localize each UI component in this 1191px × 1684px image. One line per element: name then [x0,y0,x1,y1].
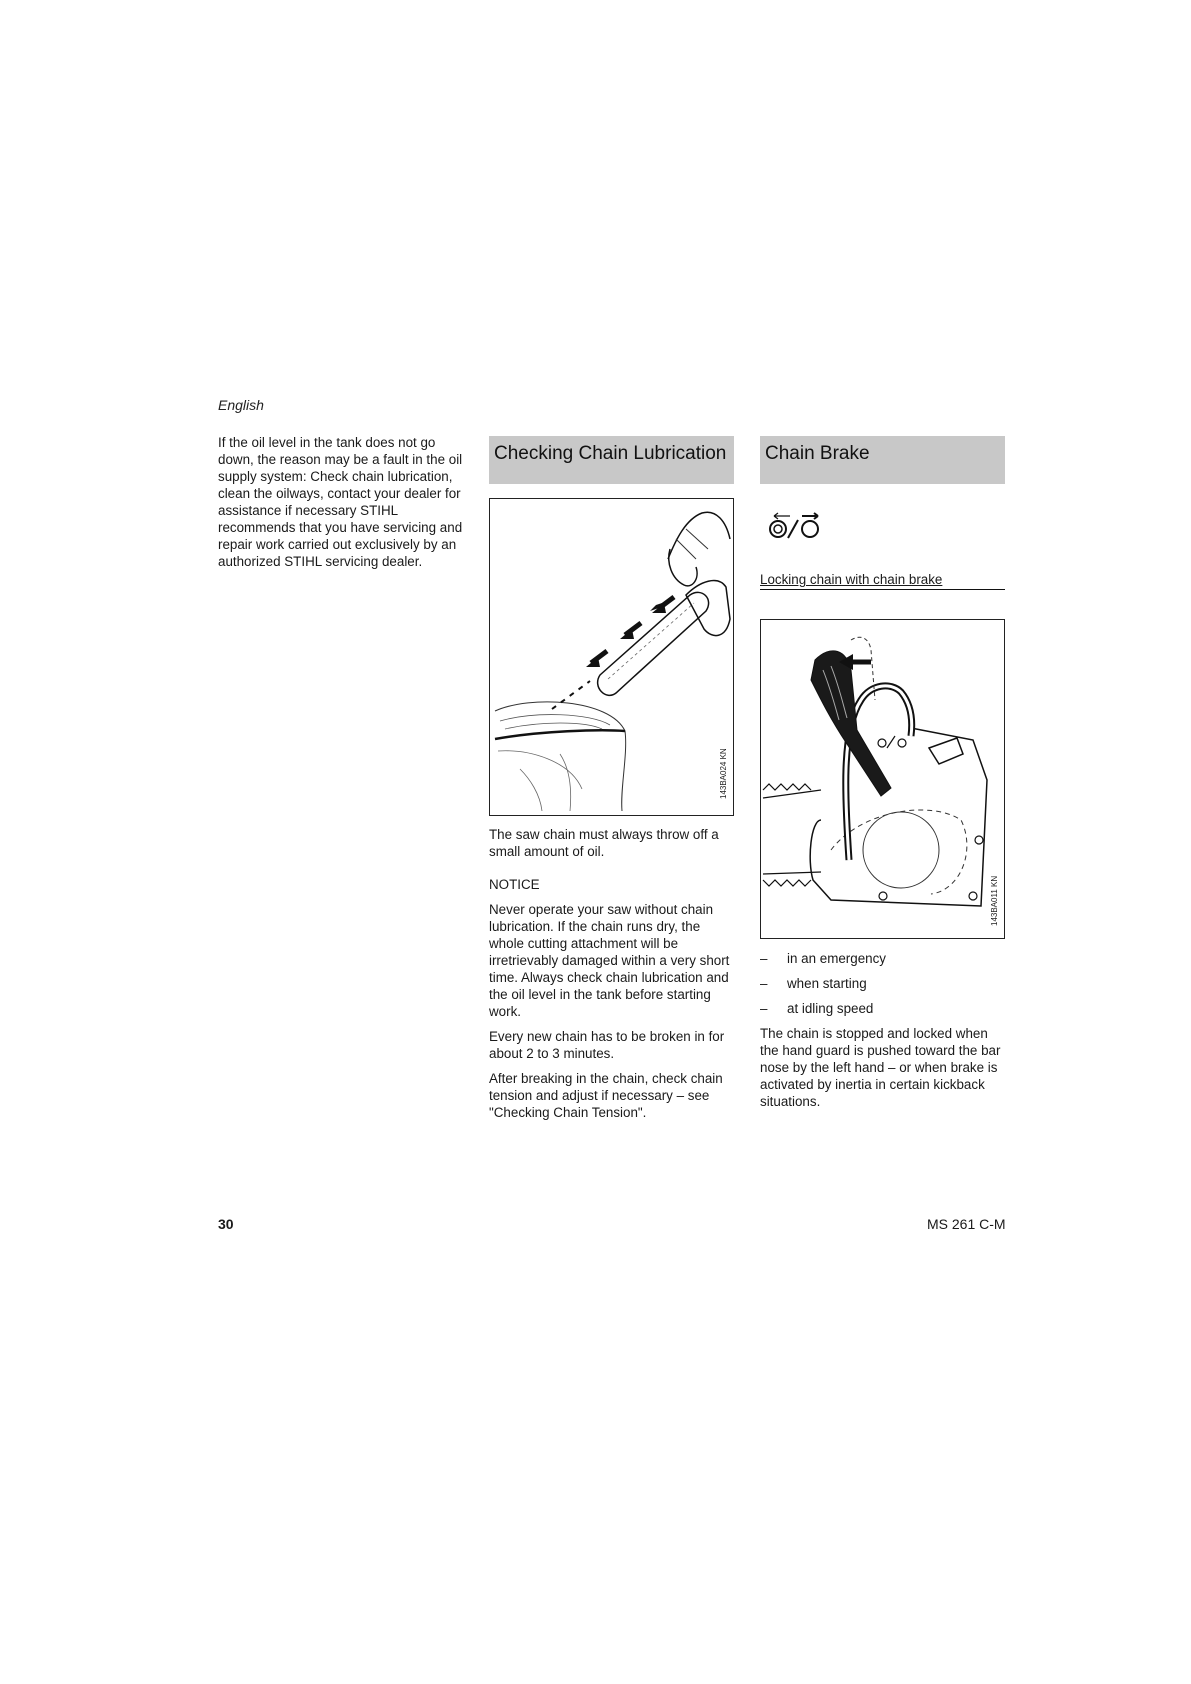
break-in-text: Every new chain has to be broken in for about 2 to 3 minutes. [489,1029,725,1061]
notice-text: Never operate your saw without chain lubrication. If the chain runs dry, the whole cutting attachment will be irretrievably damaged within a very short time. Always check chain lubrication and the oil level in the tank before starting work. [489,902,730,1019]
model-label: MS 261 C-M [927,1216,1006,1232]
section-title-chain-brake: Chain Brake [760,436,1005,484]
lubrication-intro: The saw chain must always throw off a small amount of oil. [489,827,719,859]
oil-level-paragraph: If the oil level in the tank does not go down, the reason may be a fault in the oil supply system: Check chain lubrication, clean the oilways, contact your dealer for assistance if necessary STIHL recommends that you have servicing and repair work carried out exclusively by an authorized STIHL servicing dealer. [218,435,463,569]
brake-subheading: Locking chain with chain brake [760,572,1005,590]
language-label: English [218,397,264,413]
lubrication-figure [489,498,734,816]
brake-usage-list [760,950,1005,1017]
lubrication-illustration [490,499,732,814]
chain-brake-figure-code: 143BA011 KN [990,875,999,926]
lubrication-text-column [489,826,734,1129]
chain-brake-figure [760,619,1005,939]
list-item: – in an emergency [760,951,886,966]
chain-brake-illustration [761,620,1003,937]
list-item: – at idling speed [760,1001,874,1016]
oil-level-column [218,434,468,578]
after-break-in-text: After breaking in the chain, check chain tension and adjust if necessary – see "Checking Chain Tension". [489,1071,723,1120]
brake-text-column [760,950,1005,1118]
brake-description: The chain is stopped and locked when the hand guard is pushed toward the bar nose by the left hand – or when brake is activated by inertia in certain kickback situations. [760,1026,1001,1109]
notice-label: NOTICE [489,877,540,892]
list-item: – when starting [760,976,867,991]
page-number: 30 [218,1216,234,1232]
direction-arrows [586,597,674,667]
section-title-lubrication: Checking Chain Lubrication [489,436,734,484]
lubrication-figure-code: 143BA024 KN [719,748,728,799]
chain-brake-symbol-icon [766,510,826,549]
